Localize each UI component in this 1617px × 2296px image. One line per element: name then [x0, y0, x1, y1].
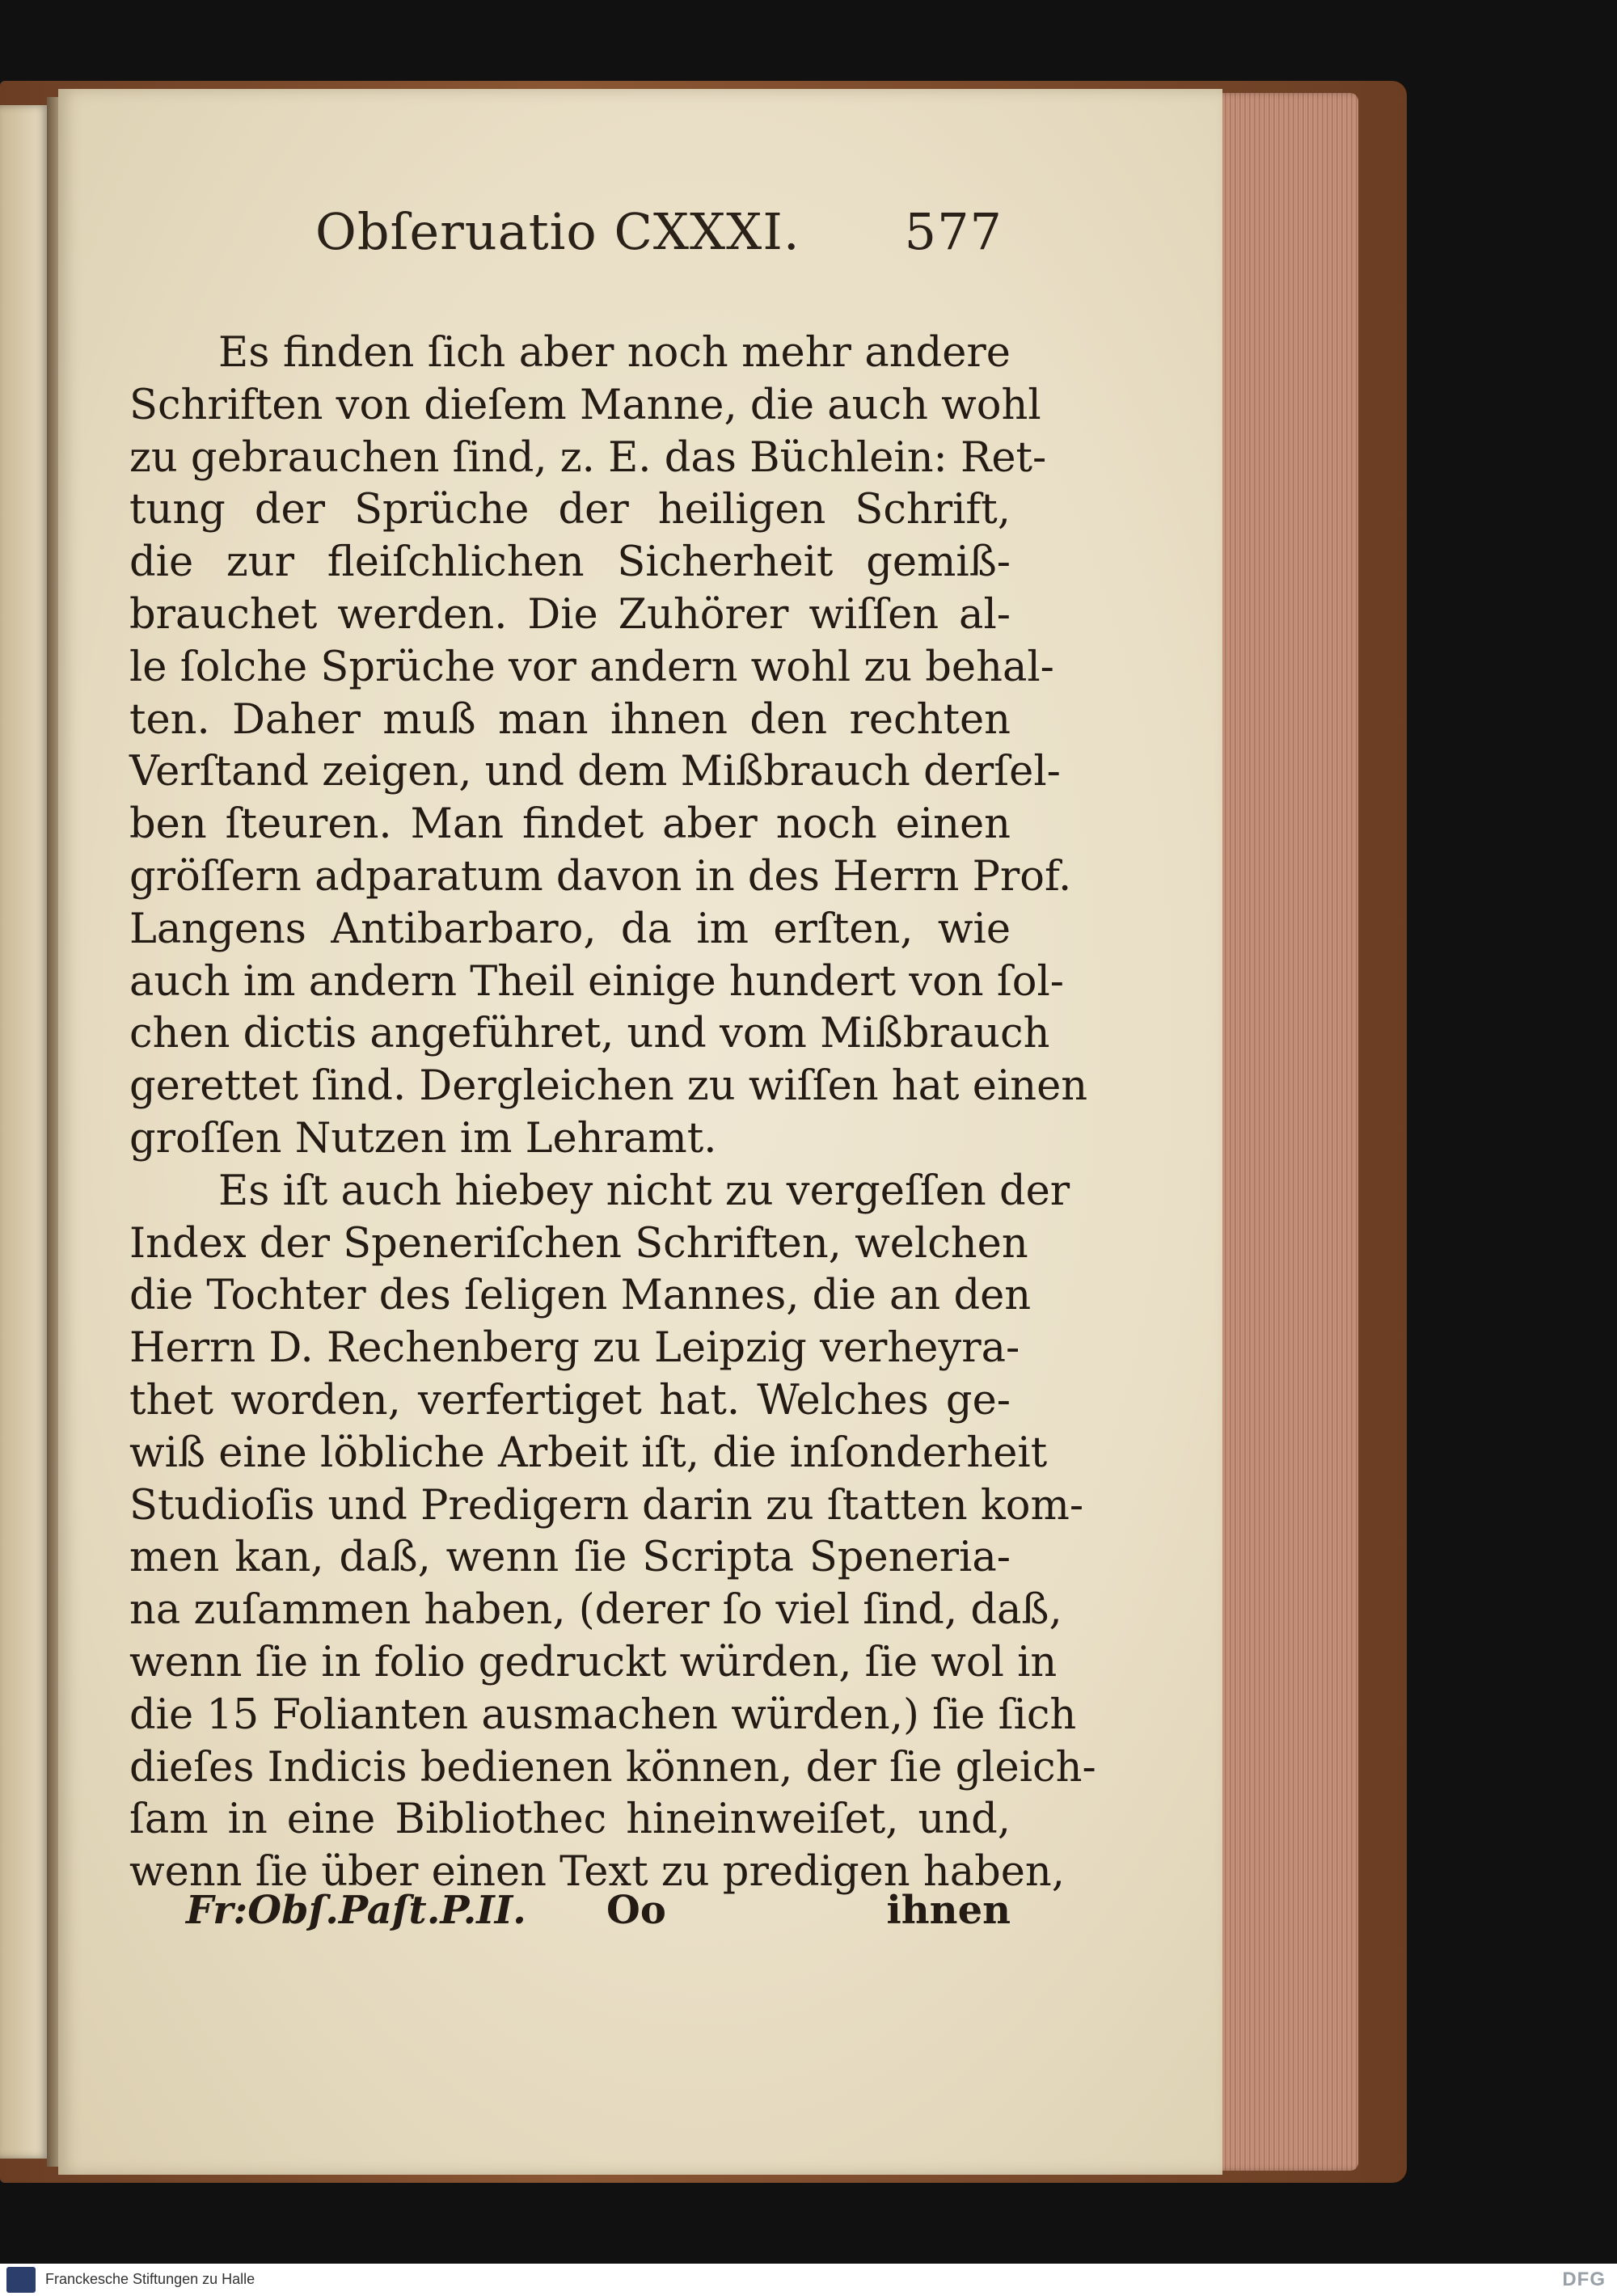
text-line: zu gebrauchen ſind, z. E. das Büchlein: Ret- [129, 433, 1047, 482]
text-line: wenn ſie über einen Text zu predigen haben, [129, 1848, 1065, 1897]
body-text [129, 327, 1096, 1899]
text-line: Index der Speneriſchen Schriften, welchen [129, 1219, 1028, 1268]
running-title: Obſeruatio CXXXI. [315, 202, 800, 261]
gathering-mark: Oo [606, 1888, 666, 1933]
text-line: brauchet werden. Die Zuhörer wiſſen al- [129, 590, 1011, 639]
page-number: 577 [904, 202, 1003, 261]
text-line: Schriften von dieſem Manne, die auch wohl [129, 381, 1041, 429]
text-line: groſſen Nutzen im Lehramt. [129, 1114, 717, 1163]
text-line: Es iſt auch hiebey nicht zu vergeſſen der [218, 1167, 1070, 1215]
page-footer [186, 1888, 1011, 1944]
text-line: thet worden, verfertiget hat. Welches ge- [129, 1376, 1011, 1424]
text-line: le ſolche Sprüche vor andern wohl zu behal- [129, 643, 1054, 691]
text-line: gerettet ſind. Dergleichen zu wiſſen hat einen [129, 1062, 1088, 1111]
text-line: ben ſteuren. Man findet aber noch einen [129, 800, 1011, 849]
text-line: ſam in eine Bibliothec hineinweiſet, und, [129, 1796, 1011, 1844]
viewer-footer-bar [0, 2264, 1617, 2296]
text-line: Langens Antibarbaro, da im erſten, wie [129, 905, 1011, 953]
text-line: Studioſis und Predigern darin zu ſtatten kom- [129, 1481, 1084, 1530]
text-line: auch im andern Theil einige hundert von ſol- [129, 957, 1064, 1006]
institution-logo-icon [6, 2267, 36, 2293]
text-line: dieſes Indicis bedienen können, der ſie gleich- [129, 1743, 1096, 1792]
signature-line: Fr:Obſ.Paſt.P.II. [186, 1888, 526, 1933]
running-head [291, 202, 1003, 275]
text-line: die Tochter des ſeligen Mannes, die an den [129, 1272, 1032, 1320]
text-line: Es finden ſich aber noch mehr andere [218, 329, 1011, 377]
text-line: na zuſammen haben, (derer ſo viel ſind, daß, [129, 1586, 1062, 1635]
text-line: die 15 Folianten ausmachen würden,) ſie ſich [129, 1690, 1077, 1739]
text-line: men kan, daß, wenn ſie Scripta Speneria- [129, 1534, 1011, 1582]
text-line: tung der Sprüche der heiligen Schrift, [129, 486, 1011, 534]
text-line: gröſſern adparatum davon in des Herrn Prof. [129, 852, 1072, 901]
text-line: wiß eine löbliche Arbeit iſt, die inſonderheit [129, 1429, 1048, 1477]
left-page-edge [0, 105, 49, 2159]
text-line: Verſtand zeigen, und dem Mißbrauch derſel- [129, 748, 1061, 796]
dfg-logo: DFG [1562, 2269, 1606, 2290]
text-line: chen dictis angeführet, und vom Mißbrauch [129, 1010, 1050, 1058]
text-line: Herrn D. Rechenberg zu Leipzig verheyra- [129, 1324, 1020, 1373]
institution-name: Franckesche Stiftungen zu Halle [45, 2271, 255, 2287]
text-line: die zur fleiſchlichen Sicherheit gemiß- [129, 538, 1011, 587]
text-line: ten. Daher muß man ihnen den rechten [129, 695, 1011, 744]
catchword: ihnen [886, 1888, 1011, 1933]
text-line: wenn ſie in folio gedruckt würden, ſie wol in [129, 1638, 1058, 1686]
